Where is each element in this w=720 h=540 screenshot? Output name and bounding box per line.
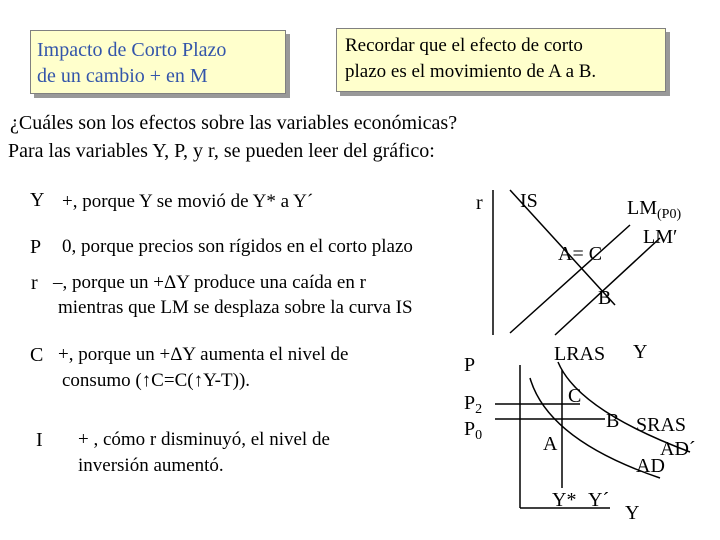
p0-subscript: 0	[475, 428, 483, 443]
lm0-curve	[510, 225, 630, 333]
bottom-y-label: Y	[633, 341, 648, 363]
bottom-b-label: B	[606, 410, 620, 432]
bottom-y-axis-label: Y	[625, 502, 640, 524]
ad-prime-label: AD´	[660, 438, 696, 460]
item-p-label: P	[30, 236, 42, 258]
item-i-line-1: + , cómo r disminuyó, el nivel de	[78, 429, 330, 450]
top-b-label: B	[598, 287, 612, 309]
item-y-label: Y	[30, 189, 45, 211]
ad-label: AD	[636, 455, 665, 477]
lras-label: LRAS	[554, 343, 606, 365]
question-line-1: ¿Cuáles son los efectos sobre las variables económicas?	[10, 112, 458, 134]
note-line-2: plazo es el movimiento de A a B.	[345, 61, 597, 82]
ystar-label: Y*	[552, 489, 577, 511]
item-c-line-2: consumo (↑C=C(↑Y-T)).	[62, 370, 251, 391]
item-i-line-2: inversión aumentó.	[78, 455, 224, 476]
note-line-1: Recordar que el efecto de corto	[345, 35, 583, 56]
bottom-a-label: A	[543, 433, 558, 455]
lm1-label: LM′	[643, 226, 678, 248]
item-r-line-2: mientras que LM se desplaza sobre la curva IS	[58, 297, 413, 318]
title-line-2: de un cambio + en M	[37, 65, 208, 87]
is-label: IS	[520, 190, 538, 212]
item-r-label: r	[31, 272, 38, 294]
lm0-subscript: (P0)	[657, 207, 682, 222]
top-r-axis-label: r	[476, 192, 483, 214]
p0-label: $P_0$	[464, 418, 483, 443]
sras-label: SRAS	[636, 414, 687, 436]
yprime-label: Y´	[588, 489, 610, 511]
item-p-text: 0, porque precios son rígidos en el corto plazo	[62, 236, 413, 257]
item-r-line-1: –, porque un +ΔY produce una caída en r	[53, 272, 366, 293]
item-c-label: C	[30, 344, 44, 366]
bottom-p-axis-label: P	[464, 354, 476, 376]
question-line-2: Para las variables Y, P, y r, se pueden leer del gráfico:	[8, 140, 435, 162]
p2-label: $P_2$	[464, 392, 483, 417]
item-i-label: I	[36, 429, 43, 451]
a-eq-c-label: A= C	[558, 243, 603, 265]
item-c-line-1: +, porque un +ΔY aumenta el nivel de	[58, 344, 349, 365]
lm0-label: $LM_{(P0)}$	[627, 197, 682, 222]
item-y-text: +, porque Y se movió de Y* a Y´	[62, 191, 314, 212]
p2-subscript: 2	[475, 402, 483, 417]
bottom-c-label: C	[568, 385, 582, 407]
title-line-1: Impacto de Corto Plazo	[37, 39, 227, 61]
